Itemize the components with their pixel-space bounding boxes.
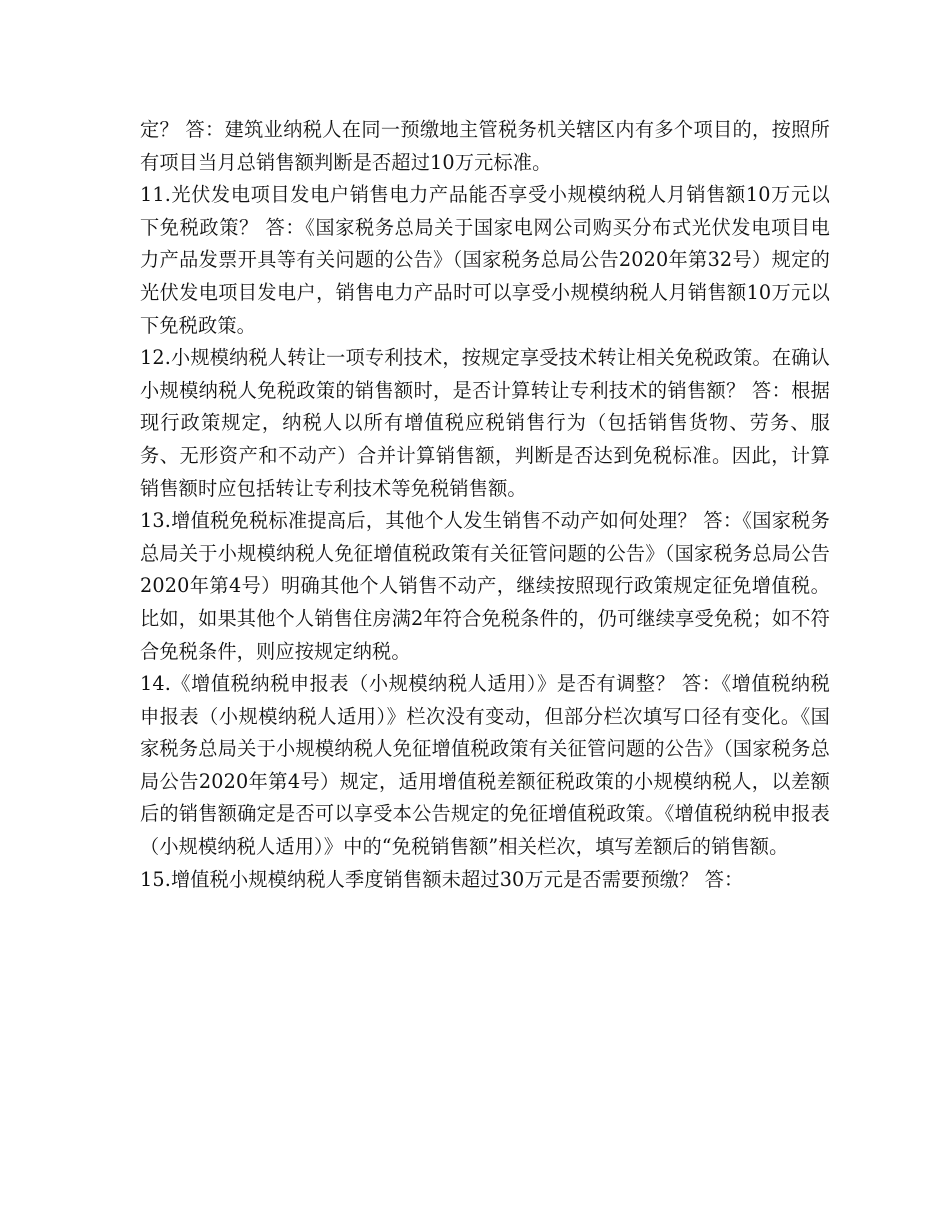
paragraph-14: 14.《增值税纳税申报表（小规模纳税人适用）》是否有调整？ 答：《增值税纳税申报表（小规模纳税人适用）》栏次没有变动，但部分栏次填写口径有变化。《国家税务总局关于小规模纳税人免征增值税政策有关征管问题的公告》（国家税务总局公告2020年第4号）规定，适用增值税差额征税政策的小规模纳税人，以差额后的销售额确定是否可以享受本公告规定的免征增值税政策。《增值税纳税申报表（小规模纳税人适用）》中的“免税销售额”相关栏次，填写差额后的销售额。	[140, 672, 830, 859]
paragraph-10-tail: 定？ 答：建筑业纳税人在同一预缴地主管税务机关辖区内有多个项目的，按照所有项目当月总销售额判断是否超过10万元标准。	[140, 118, 830, 174]
paragraph-11: 11.光伏发电项目发电户销售电力产品能否享受小规模纳税人月销售额10万元以下免税政策？ 答：《国家税务总局关于国家电网公司购买分布式光伏发电项目电力产品发票开具等有关问题的公告》（国家税务总局公告2020年第32号）规定的光伏发电项目发电户，销售电力产品时可以享受小规模纳税人月销售额10万元以下免税政策。	[140, 183, 830, 337]
document-body	[140, 114, 830, 896]
paragraph-15: 15.增值税小规模纳税人季度销售额未超过30万元是否需要预缴？ 答：	[140, 867, 744, 891]
paragraph-13: 13.增值税免税标准提高后，其他个人发生销售不动产如何处理？ 答：《国家税务总局关于小规模纳税人免征增值税政策有关征管问题的公告》（国家税务总局公告2020年第4号）明确其他个人销售不动产，继续按照现行政策规定征免增值税。比如，如果其他个人销售住房满2年符合免税条件的，仍可继续享受免税；如不符合免税条件，则应按规定纳税。	[140, 509, 830, 663]
paragraph-12: 12.小规模纳税人转让一项专利技术，按规定享受技术转让相关免税政策。在确认小规模纳税人免税政策的销售额时，是否计算转让专利技术的销售额？ 答：根据现行政策规定，纳税人以所有增值税应税销售行为（包括销售货物、劳务、服务、无形资产和不动产）合并计算销售额，判断是否达到免税标准。因此，计算销售额时应包括转让专利技术等免税销售额。	[140, 346, 830, 500]
